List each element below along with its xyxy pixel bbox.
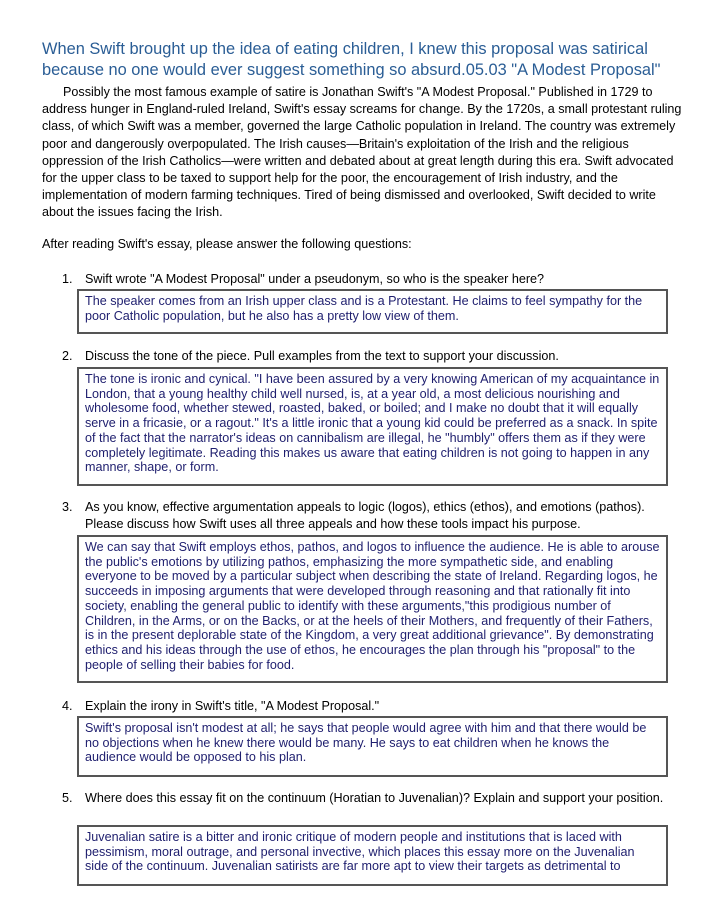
- question-number: 2.: [62, 349, 73, 363]
- answer-box-2[interactable]: The tone is ironic and cynical. "I have been assured by a very knowing American of my acquaintance in London, that a young healthy child well nursed, is, at a year old, a most delicious nourishing and wholesome food, whether stewed, roasted, baked, or boiled; and I make no doubt that it will equally serve in a fricasie, or a ragout." It's a little ironic that a young kid could be preferred as a snack. In spite of the fact that the narrator's ideas on cannibalism are illegal, he "humbly" offers them as if they were completely legitimate. Reading this makes us aware that eating children is not going to happen in any manner, shape, or form.: [77, 367, 668, 486]
- answer-box-3[interactable]: We can say that Swift employs ethos, pathos, and logos to influence the audience. He is able to arouse the public's emotions by utilizing pathos, emphasizing the more sympathetic side, and enabling everyone to be moved by a particular subject when describing the state of Ireland. Regarding logos, he succeeds in imposing arguments that were developed through reasoning and that rationally fit into society, enabling the general public to identify with these arguments,"this prodigious number of Children, in the Arms, or on the Backs, or at the heels of their Mothers, and frequently of their Fathers, is in the present deplorable state of the Kingdom, a very great additional grievance". By demonstrating ethics and his ideas through the use of ethos, he encourages the plan through his "proposal" to the people of selling their babies for food.: [77, 535, 668, 683]
- question-text: Explain the irony in Swift's title, "A Modest Proposal.": [85, 699, 380, 713]
- question-2: [62, 348, 682, 365]
- answer-box-1[interactable]: The speaker comes from an Irish upper class and is a Protestant. He claims to feel sympathy for the poor Catholic population, but he also has a pretty low view of them.: [77, 289, 668, 334]
- question-5: [62, 790, 682, 807]
- question-number: 5.: [62, 791, 73, 805]
- instructions-prompt: After reading Swift's essay, please answer the following questions:: [42, 237, 412, 251]
- question-text: Where does this essay fit on the continuum (Horatian to Juvenalian)? Explain and support your position.: [85, 791, 664, 805]
- question-number: 1.: [62, 272, 73, 286]
- question-number: 3.: [62, 500, 73, 514]
- intro-paragraph: Possibly the most famous example of satire is Jonathan Swift's "A Modest Proposal." Published in 1729 to address hunger in England-ruled Ireland, Swift's essay screams for change. By the 1720s, a small protestant ruling class, of which Swift was a member, governed the large Catholic population in Ireland. The country was extremely poor and dangerously overpopulated. The Irish causes—Britain's exploitation of the Irish and the religious oppression of the Irish Catholics—were written and debated about at great length during this era. Swift advocated for the upper class to be taxed to support help for the poor, the encouragement of Irish industry, and the implementation of modern farming techniques. Tired of being dismissed and overlooked, Swift decided to write about the issues facing the Irish.: [42, 85, 682, 220]
- question-1: [62, 271, 682, 288]
- answer-box-5[interactable]: Juvenalian satire is a bitter and ironic critique of modern people and institutions that is laced with pessimism, moral outrage, and personal invective, which places this essay more on the Juvenalian side of the continuum. Juvenalian satirists are far more apt to view their targets as detrimental to: [77, 825, 668, 886]
- question-3: [62, 499, 682, 533]
- question-4: [62, 698, 682, 715]
- question-text: As you know, effective argumentation appeals to logic (logos), ethics (ethos), and emotions (pathos). Please discuss how Swift uses all three appeals and how these tools impact his purpose.: [85, 500, 645, 531]
- question-text: Discuss the tone of the piece. Pull examples from the text to support your discussion.: [85, 349, 559, 363]
- question-number: 4.: [62, 699, 73, 713]
- question-text: Swift wrote "A Modest Proposal" under a pseudonym, so who is the speaker here?: [85, 272, 545, 286]
- document-title: When Swift brought up the idea of eating children, I knew this proposal was satirical because no one would ever suggest something so absurd.05.03 "A Modest Proposal": [42, 40, 661, 79]
- answer-box-4[interactable]: Swift's proposal isn't modest at all; he says that people would agree with him and that there would be no objections when he knew there would be many. He says to eat children when he knows the audience would be opposed to his plan.: [77, 716, 668, 777]
